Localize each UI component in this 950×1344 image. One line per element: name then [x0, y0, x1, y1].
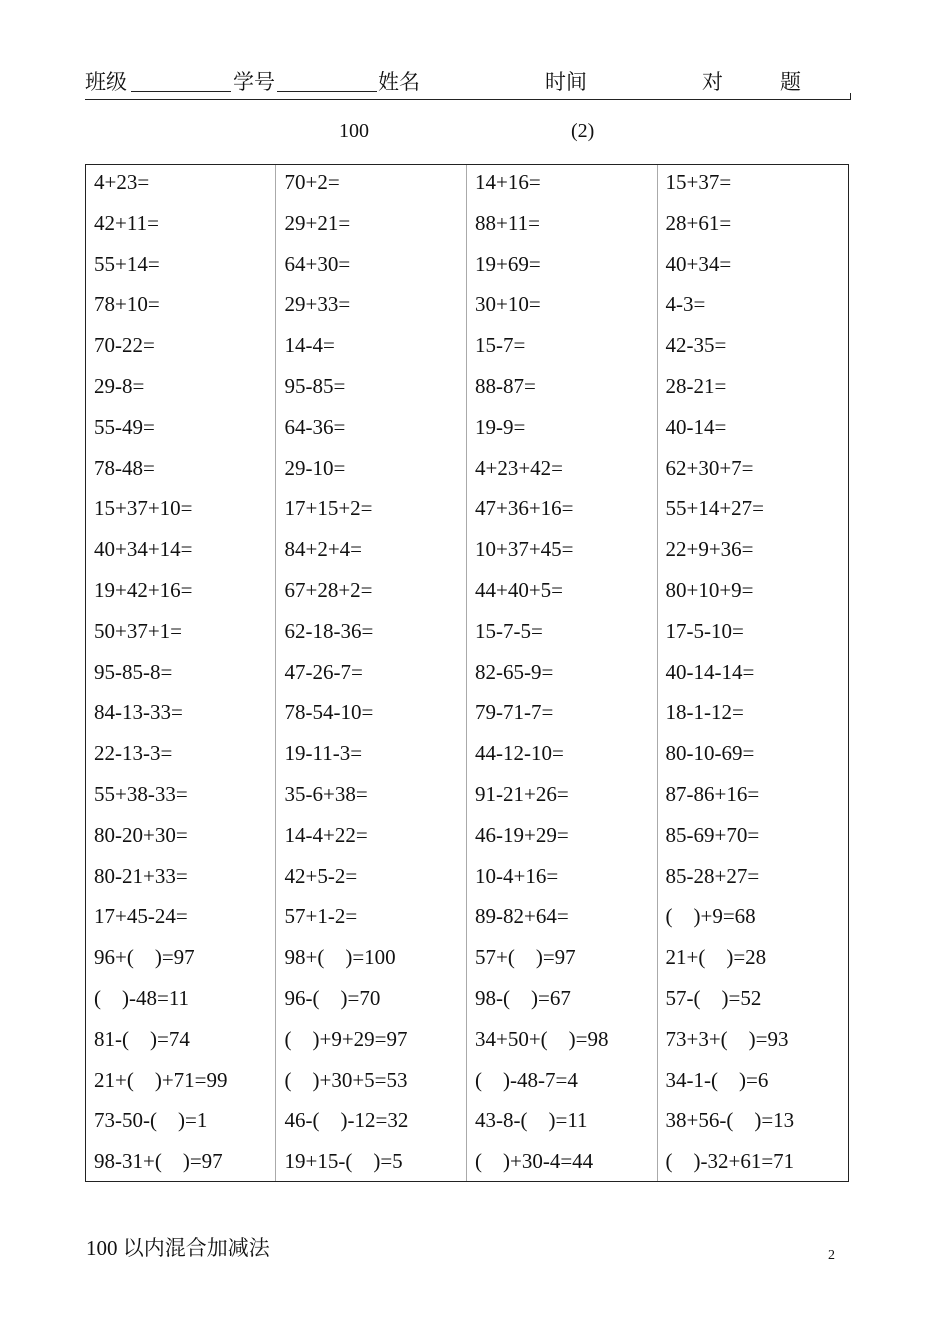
problem-cell: 62-18-36=: [284, 618, 374, 643]
problem-cell: 91-21+26=: [475, 781, 569, 806]
problem-cell: 29-10=: [284, 455, 346, 480]
problem-cell: 98-31+( )=97: [94, 1149, 223, 1174]
problem-row: [86, 247, 848, 288]
problem-cell: 44-12-10=: [475, 741, 564, 766]
problem-cell: 81-( )=74: [94, 1026, 190, 1051]
problem-cell: 35-6+38=: [284, 781, 368, 806]
subtitle-part: (2): [571, 120, 595, 142]
problem-cell: 18-1-12=: [665, 700, 744, 725]
problem-row: [86, 981, 848, 1022]
problem-cell: 87-86+16=: [665, 781, 760, 806]
problem-cell: 14-4=: [284, 333, 335, 358]
problem-cell: 40+34=: [665, 251, 732, 276]
problem-cell: 17-5-10=: [665, 618, 744, 643]
problem-row: [86, 695, 848, 736]
problem-cell: 85-69+70=: [665, 822, 760, 847]
problem-cell: 57-( )=52: [665, 985, 762, 1010]
problem-cell: 85-28+27=: [665, 863, 760, 888]
problem-cell: 19-9=: [475, 414, 526, 439]
problem-row: [86, 451, 848, 492]
problem-cell: 95-85=: [284, 373, 346, 398]
worksheet-header: [85, 62, 853, 100]
problem-cell: 46-( )-12=32: [284, 1108, 409, 1133]
problem-cell: 50+37+1=: [94, 618, 183, 643]
problem-cell: 80-21+33=: [94, 863, 188, 888]
time-label: 时间: [545, 70, 587, 94]
problem-cell: 57+( )=97: [475, 945, 576, 970]
problem-cell: 4-3=: [665, 292, 706, 317]
problem-cell: 55-49=: [94, 414, 155, 439]
problem-cell: 98-( )=67: [475, 985, 571, 1010]
problem-cell: 47+36+16=: [475, 496, 574, 521]
problem-cell: 80-20+30=: [94, 822, 188, 847]
problem-cell: ( )+30+5=53: [284, 1067, 408, 1092]
problem-row: [86, 491, 848, 532]
problem-cell: 42+5-2=: [284, 863, 358, 888]
problem-cell: 55+14=: [94, 251, 160, 276]
problem-row: [86, 1103, 848, 1144]
problem-cell: 84-13-33=: [94, 700, 183, 725]
problem-cell: 55+14+27=: [665, 496, 765, 521]
problem-cell: 89-82+64=: [475, 904, 569, 929]
problem-cell: 14-4+22=: [284, 822, 368, 847]
problem-cell: 29+21=: [284, 210, 351, 235]
problem-cell: 42+11=: [94, 210, 159, 235]
problem-cell: 70-22=: [94, 333, 155, 358]
problem-cell: 10+37+45=: [475, 537, 574, 562]
problem-cell: ( )+9=68: [665, 904, 756, 929]
problem-cell: 80-10-69=: [665, 741, 755, 766]
problem-cell: 57+1-2=: [284, 904, 358, 929]
problem-cell: 30+10=: [475, 292, 541, 317]
problem-cell: 64-36=: [284, 414, 346, 439]
correct-label: 对: [702, 70, 723, 94]
problem-cell: 19+42+16=: [94, 577, 193, 602]
class-blank: [131, 91, 231, 92]
problem-cell: 40-14=: [665, 414, 727, 439]
problem-cell: 80+10+9=: [665, 577, 754, 602]
header-underline-tick: [850, 93, 851, 100]
problem-cell: 46-19+29=: [475, 822, 569, 847]
problem-cell: 55+38-33=: [94, 781, 188, 806]
problem-cell: 22+9+36=: [665, 537, 754, 562]
problem-cell: 88+11=: [475, 210, 540, 235]
problem-cell: 17+15+2=: [284, 496, 373, 521]
problem-cell: 28+61=: [665, 210, 732, 235]
problem-row: [86, 736, 848, 777]
problem-row: [86, 777, 848, 818]
problem-cell: 15-7-5=: [475, 618, 543, 643]
problem-row: [86, 655, 848, 696]
problem-cell: 62+30+7=: [665, 455, 754, 480]
problem-cell: 42-35=: [665, 333, 727, 358]
problem-cell: 40-14-14=: [665, 659, 755, 684]
problem-cell: 70+2=: [284, 170, 340, 194]
problem-cell: 22-13-3=: [94, 741, 173, 766]
problem-cell: 78-48=: [94, 455, 155, 480]
problem-cell: 78+10=: [94, 292, 160, 317]
problem-cell: 28-21=: [665, 373, 727, 398]
problem-cell: 95-85-8=: [94, 659, 173, 684]
problem-row: [86, 1022, 848, 1063]
problem-rows: [86, 165, 848, 1185]
problem-cell: 44+40+5=: [475, 577, 564, 602]
subtitle-total: 100: [339, 120, 369, 142]
problem-cell: 21+( )+71=99: [94, 1067, 228, 1092]
problem-row: [86, 369, 848, 410]
problem-row: [86, 818, 848, 859]
problem-cell: 40+34+14=: [94, 537, 193, 562]
problem-cell: 10-4+16=: [475, 863, 559, 888]
problem-cell: ( )+9+29=97: [284, 1026, 408, 1051]
problem-cell: 4+23+42=: [475, 455, 564, 480]
problem-cell: 96+( )=97: [94, 945, 195, 970]
problem-cell: 34+50+( )=98: [475, 1026, 609, 1051]
problem-cell: ( )-48=11: [94, 985, 190, 1010]
problem-cell: 19-11-3=: [284, 741, 363, 766]
footer-title: 100 以内混合加减法: [86, 1236, 270, 1260]
problem-cell: 34-1-( )=6: [665, 1067, 769, 1092]
problem-cell: 47-26-7=: [284, 659, 363, 684]
problem-cell: 14+16=: [475, 170, 541, 194]
problem-row: [86, 573, 848, 614]
problem-cell: ( )+30-4=44: [475, 1149, 594, 1174]
problem-cell: 43-8-( )=11: [475, 1108, 588, 1133]
problem-row: [86, 532, 848, 573]
problem-cell: 96-( )=70: [284, 985, 381, 1010]
problem-cell: 15-7=: [475, 333, 526, 358]
questions-label: 题: [780, 70, 801, 94]
problem-cell: 29+33=: [284, 292, 351, 317]
student-number-blank: [277, 91, 377, 92]
problem-cell: 15+37=: [665, 170, 732, 194]
problem-row: [86, 287, 848, 328]
problem-row: [86, 1063, 848, 1104]
header-underline: [85, 99, 851, 100]
problem-cell: 67+28+2=: [284, 577, 373, 602]
page-number: 2: [828, 1248, 835, 1263]
problem-cell: 21+( )=28: [665, 945, 767, 970]
problem-row: [86, 859, 848, 900]
problem-cell: 29-8=: [94, 373, 145, 398]
problem-cell: 38+56-( )=13: [665, 1108, 795, 1133]
student-number-label: 学号: [233, 70, 275, 94]
problem-cell: 4+23=: [94, 170, 150, 194]
problem-row: [86, 1144, 848, 1185]
problem-row: [86, 410, 848, 451]
problem-row: [86, 206, 848, 247]
problem-grid: [85, 164, 849, 1182]
problem-cell: 82-65-9=: [475, 659, 554, 684]
problem-cell: 15+37+10=: [94, 496, 193, 521]
problem-cell: 78-54-10=: [284, 700, 374, 725]
problem-row: [86, 899, 848, 940]
class-label: 班级: [85, 70, 127, 94]
problem-cell: 98+( )=100: [284, 945, 396, 970]
problem-row: [86, 165, 848, 206]
problem-row: [86, 940, 848, 981]
name-label: 姓名: [378, 70, 420, 94]
problem-cell: 64+30=: [284, 251, 351, 276]
problem-row: [86, 328, 848, 369]
problem-row: [86, 614, 848, 655]
problem-cell: 19+69=: [475, 251, 541, 276]
problem-cell: 19+15-( )=5: [284, 1149, 403, 1174]
problem-cell: 73+3+( )=93: [665, 1026, 789, 1051]
problem-cell: ( )-48-7=4: [475, 1067, 578, 1092]
problem-cell: 84+2+4=: [284, 537, 363, 562]
problem-cell: 17+45-24=: [94, 904, 188, 929]
problem-cell: ( )-32+61=71: [665, 1149, 795, 1174]
problem-cell: 79-71-7=: [475, 700, 554, 725]
problem-cell: 73-50-( )=1: [94, 1108, 208, 1133]
problem-cell: 88-87=: [475, 373, 536, 398]
